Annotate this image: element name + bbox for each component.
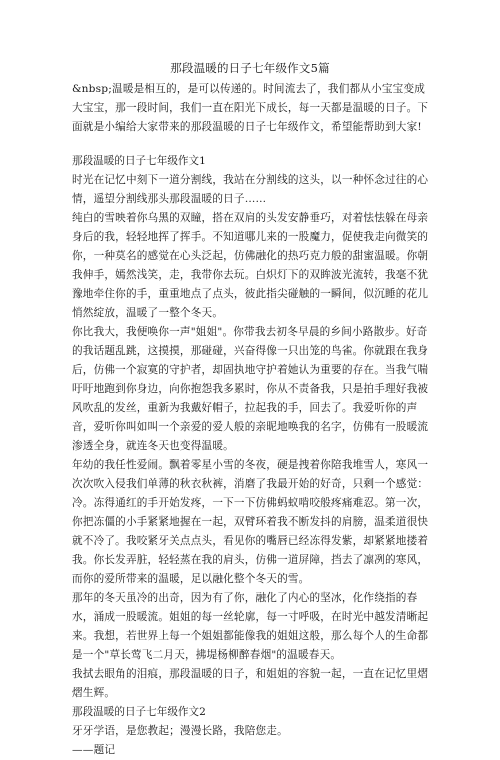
- essay1-paragraph-5: 那年的冬天虽冷的出奇，因为有了你，融化了内心的坚冰，化作绕指的春水，涌成一股暖流。姐姐的每一丝轮廓，每一寸呼吸，在时光中越发清晰起来。我想，若世界上每一个姐姐都能像我的姐姐这般，那么每个人的生命都是一个"草长莺飞二月天，拂堤杨柳醉春烟"的温暖春天。: [72, 592, 429, 661]
- paragraph-gap: [72, 137, 430, 152]
- essay-heading-2: 那段温暖的日子七年级作文2: [72, 706, 206, 718]
- essay1-paragraph-6: 我拭去眼角的泪痕，那段温暖的日子，和姐姐的容貌一起，一直在记忆里熠熠生辉。: [72, 668, 429, 699]
- essay1-paragraph-4: 年幼的我任性爱闹。飘着零星小雪的冬夜，硬是拽着你陪我堆雪人，寒风一次次吹入侵我们单薄的秋衣秋裤，消磨了我最开始的好奇，只剩一个感觉：冷。冻得通红的手开始发疼，一下一下仿佛蚂蚁啃咬般疼痛难忍。第一次，你把冻僵的小手紧紧地握在一起，双臂环着我不断发抖的肩膀，温柔道很快就不冷了。我咬紧牙关点点头，看见你的嘴唇已经冻得发紫，却紧紧地搂着我。你长发弄脏，轻轻蒸在我的肩头，仿佛一道屏障，挡去了凛冽的寒风，而你的爱所带来的温暖，足以融化整个冬天的雪。: [72, 459, 429, 585]
- essay2-paragraph-1: 牙牙学语，是您教起；漫漫长路，我陪您走。: [72, 725, 288, 737]
- essay1-paragraph-3: 你比我大，我便唤你一声"姐姐"。你带我去初冬早晨的乡间小路散步。好奇的我话题乱跳，这摸摸，那碰碰，兴奋得像一只出笼的鸟雀。你就跟在我身后，仿佛一个寂寞的守护者，却固执地守护着她认为重要的存在。当我气喘吁吁地跑到你身边，向你抱怨我多累时，你从不责备我，只是拍手理好我被风吹乱的发丝，重新为我戴好帽子，拉起我的手，回去了。我爱听你的声音，爱听你叫如叫一个亲爱的爱人般的亲昵地唤我的名字，仿佛有一股暖流渗透全身，就连冬天也变得温暖。: [72, 326, 429, 452]
- essay1-paragraph-1: 时光在记忆中刻下一道分割线，我站在分割线的这头，以一种怀念过往的心情，遥望分割线那头那段温暖的日子……: [72, 174, 429, 205]
- essay-heading-1: 那段温暖的日子七年级作文1: [72, 155, 206, 167]
- essay2-epigraph: ——题记: [72, 744, 116, 756]
- intro-paragraph: &nbsp;温暖是相互的，是可以传递的。时间流去了，我们都从小宝宝变成大宝宝，那一段时间，我们一直在阳光下成长，每一天都是温暖的日子。下面就是小编给大家带来的那段温暖的日子七年级作文，希望能帮助到大家!: [72, 83, 429, 133]
- document-title: 那段温暖的日子七年级作文5篇: [170, 61, 330, 75]
- essay1-paragraph-2: 纯白的雪映着你乌黑的双瞳，搭在双肩的头发安静垂巧，对着怯怯躲在母亲身后的我，轻轻地挥了挥手。不知道哪儿来的一股魔力，促使我走向微笑的你，一种莫名的感觉在心头泛起，仿佛融化的热巧克力般的甜蜜温暖。你朝我伸手，嫣然浅笑，走，我带你去玩。白炽灯下的双眸波光流转，我毫不犹豫地牵住你的手，重重地点了点头，彼此指尖碰触的一瞬间，似沉睡的花儿悄然绽放，温暖了一整个冬天。: [72, 212, 429, 319]
- document-body: [72, 80, 430, 760]
